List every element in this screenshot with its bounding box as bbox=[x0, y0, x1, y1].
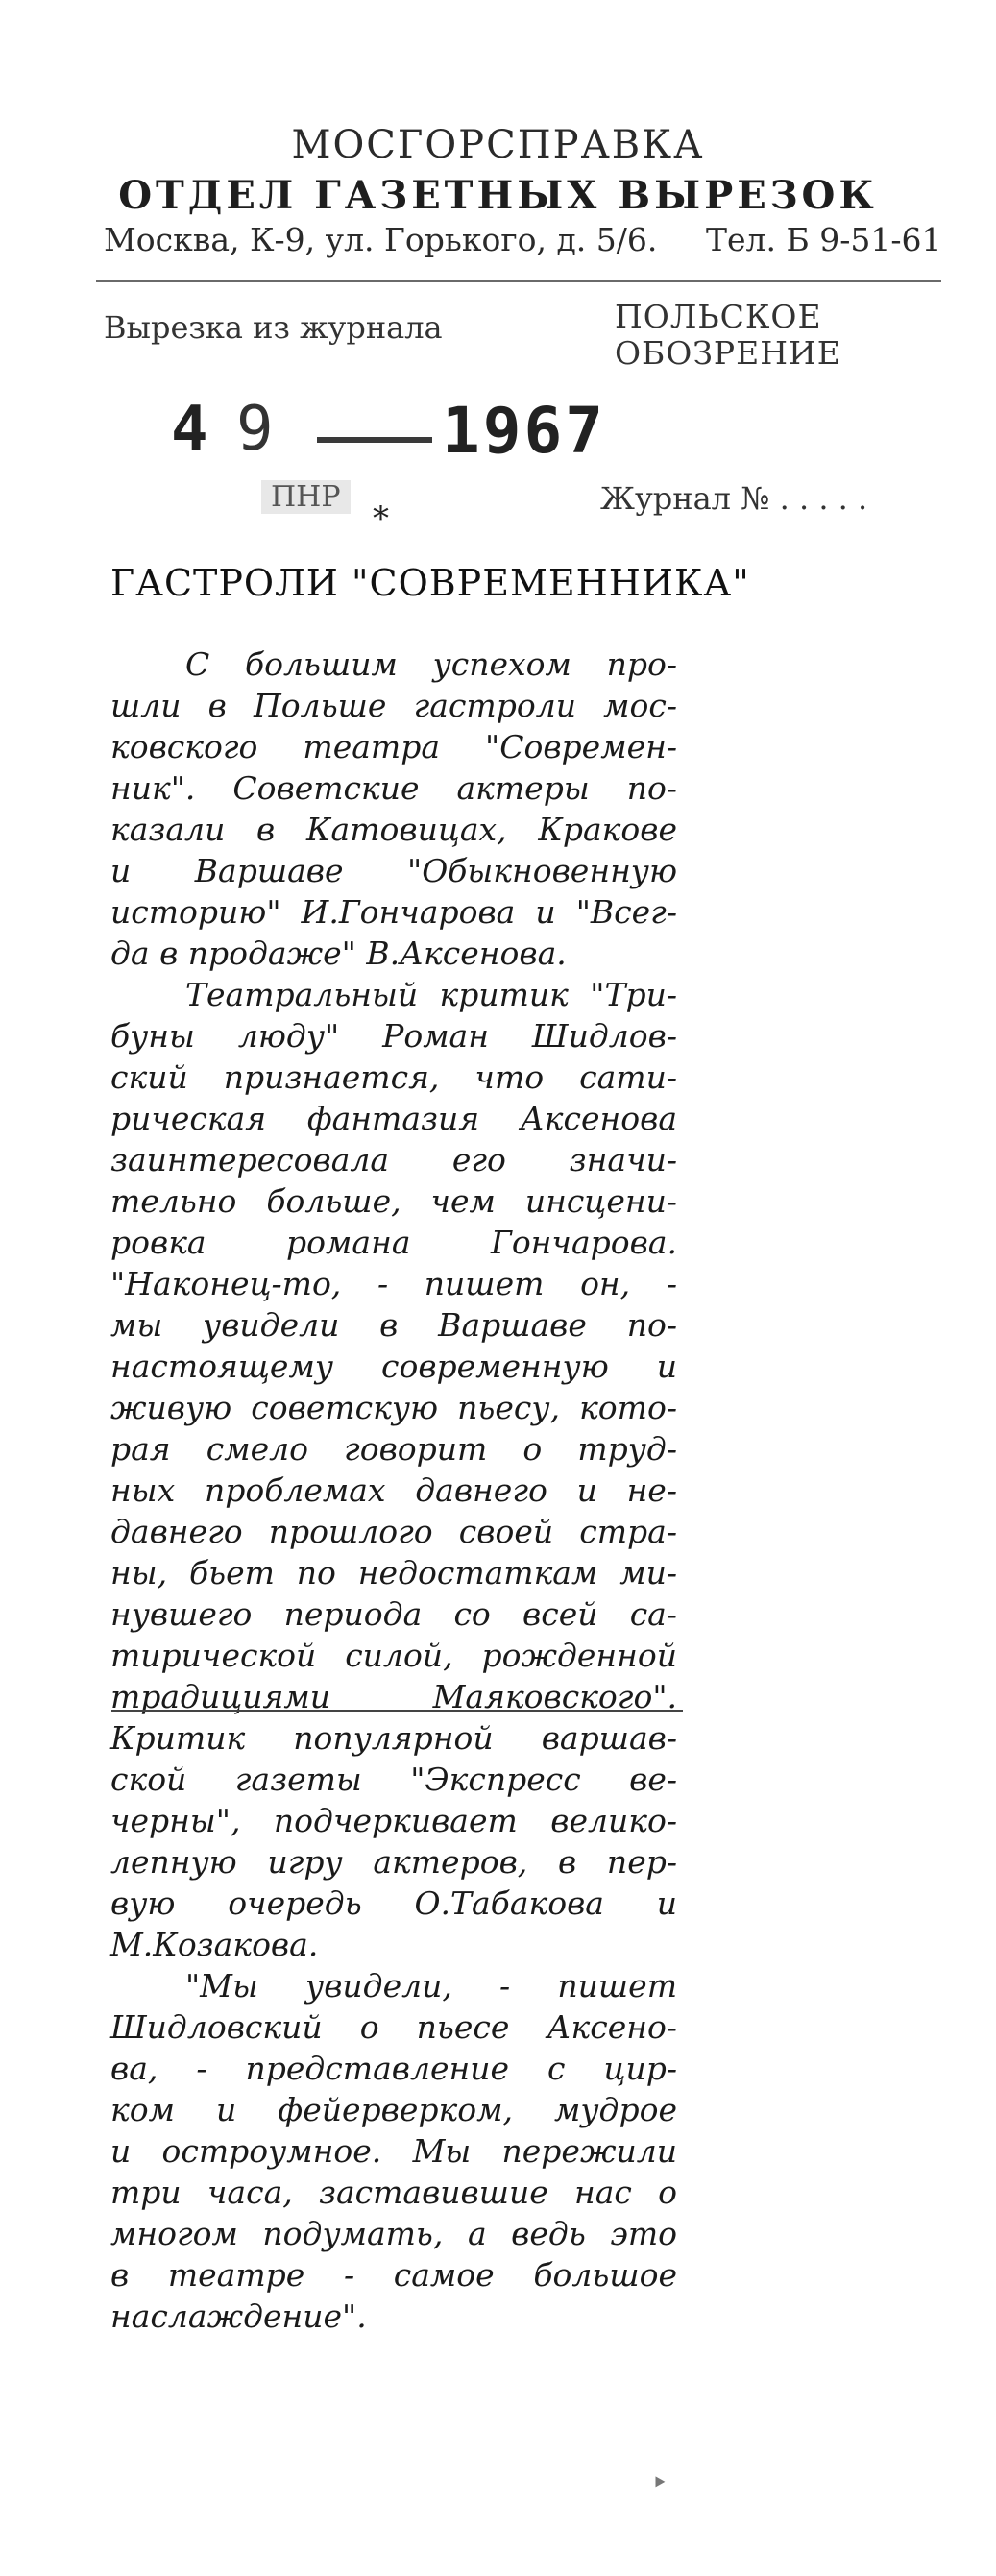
article-line: ник". Советские актеры по- bbox=[110, 769, 677, 807]
article-line: многом подумать, а ведь это bbox=[110, 2215, 677, 2252]
article-line: рическая фантазия Аксенова bbox=[110, 1100, 677, 1137]
stamp-divider bbox=[96, 280, 941, 282]
article-line: и остроумное. Мы пережили bbox=[110, 2132, 677, 2170]
publication-name-line-2: ОБОЗРЕНИЕ bbox=[615, 334, 841, 372]
article-line: Критик популярной варшав- bbox=[110, 1719, 677, 1757]
article-line: рая смело говорит о труд- bbox=[110, 1430, 677, 1468]
article-line: лепную игру актеров, в пер- bbox=[110, 1843, 677, 1881]
article-paragraph bbox=[110, 974, 677, 1965]
article-line: наслаждение". bbox=[110, 2297, 367, 2335]
date-year: 1967 bbox=[442, 394, 606, 468]
article-line: С большим успехом про- bbox=[185, 645, 677, 683]
article-line: "Наконец-то, - пишет он, - bbox=[110, 1265, 677, 1302]
article-line: в театре - самое большое bbox=[110, 2256, 677, 2294]
date-dash bbox=[317, 437, 432, 443]
article-line: черны", подчеркивает велико- bbox=[110, 1802, 677, 1839]
agency-name: МОСГОРСПРАВКА bbox=[291, 123, 705, 167]
article-line: буны люду" Роман Шидлов- bbox=[110, 1017, 677, 1055]
article-line: ровка романа Гончарова. bbox=[110, 1224, 677, 1261]
article-line: ковского театра "Современ- bbox=[110, 728, 677, 766]
article-line: и Варшаве "Обыкновенную bbox=[110, 852, 677, 889]
agency-address: Москва, К-9, ул. Горького, д. 5/6. bbox=[104, 221, 658, 258]
article-line: ных проблемах давнего и не- bbox=[110, 1471, 677, 1509]
article-line: ский признается, что сати- bbox=[110, 1058, 677, 1096]
date-month: 9 bbox=[236, 394, 274, 465]
article-line: Театральный критик "Три- bbox=[185, 976, 677, 1013]
article-line: традициями Маяковского". bbox=[110, 1678, 677, 1715]
article-line: настоящему современную и bbox=[110, 1348, 677, 1385]
clipping-source-label: Вырезка из журнала bbox=[104, 309, 443, 346]
article-paragraph bbox=[110, 644, 677, 974]
article-line: "Мы увидели, - пишет bbox=[185, 1967, 677, 2005]
article-line: ва, - представление с цир- bbox=[110, 2050, 677, 2087]
underline-mark bbox=[111, 1710, 683, 1712]
date-day: 4 bbox=[171, 394, 208, 465]
star-mark: * bbox=[373, 499, 389, 538]
article-line: заинтересовала его значи- bbox=[110, 1141, 677, 1179]
article-line: ны, бьет по недостаткам ми- bbox=[110, 1554, 677, 1592]
publication-name-line-1: ПОЛЬСКОЕ bbox=[615, 298, 822, 335]
article-line: ской газеты "Экспресс ве- bbox=[110, 1761, 677, 1798]
article-line: М.Козакова. bbox=[110, 1926, 319, 1963]
article-line: мы увидели в Варшаве по- bbox=[110, 1306, 677, 1344]
article-line: тельно больше, чем инсцени- bbox=[110, 1182, 677, 1220]
department-name: ОТДЕЛ ГАЗЕТНЫХ ВЫРЕЗОК bbox=[118, 173, 878, 218]
article-body bbox=[110, 644, 677, 2337]
article-line: казали в Катовицах, Кракове bbox=[110, 811, 677, 848]
pencil-mark: ‣ bbox=[651, 2467, 668, 2500]
country-stamp: ПНР bbox=[261, 480, 351, 514]
article-line: ком и фейерверком, мудрое bbox=[110, 2091, 677, 2128]
article-line: нувшего периода со всей са- bbox=[110, 1595, 677, 1633]
article-line: да в продаже" В.Аксенова. bbox=[110, 935, 567, 972]
article-line: три часа, заставившие нас о bbox=[110, 2174, 677, 2211]
article-paragraph bbox=[110, 1965, 677, 2337]
article-line: Шидловский о пьесе Аксено- bbox=[110, 2008, 677, 2046]
article-line: вую очередь О.Табакова и bbox=[110, 1884, 677, 1922]
article-line: тирической силой, рожденной bbox=[110, 1637, 677, 1674]
article-line: давнего прошлого своей стра- bbox=[110, 1513, 677, 1550]
magazine-number-label: Журнал № . . . . . bbox=[600, 480, 868, 517]
article-headline: ГАСТРОЛИ "СОВРЕМЕННИКА" bbox=[110, 562, 750, 604]
agency-phone: Тел. Б 9-51-61 bbox=[706, 221, 942, 258]
article-line: шли в Польше гастроли мос- bbox=[110, 687, 677, 724]
article-line: историю" И.Гончарова и "Всег- bbox=[110, 893, 677, 931]
article-line: живую советскую пьесу, кото- bbox=[110, 1389, 677, 1426]
